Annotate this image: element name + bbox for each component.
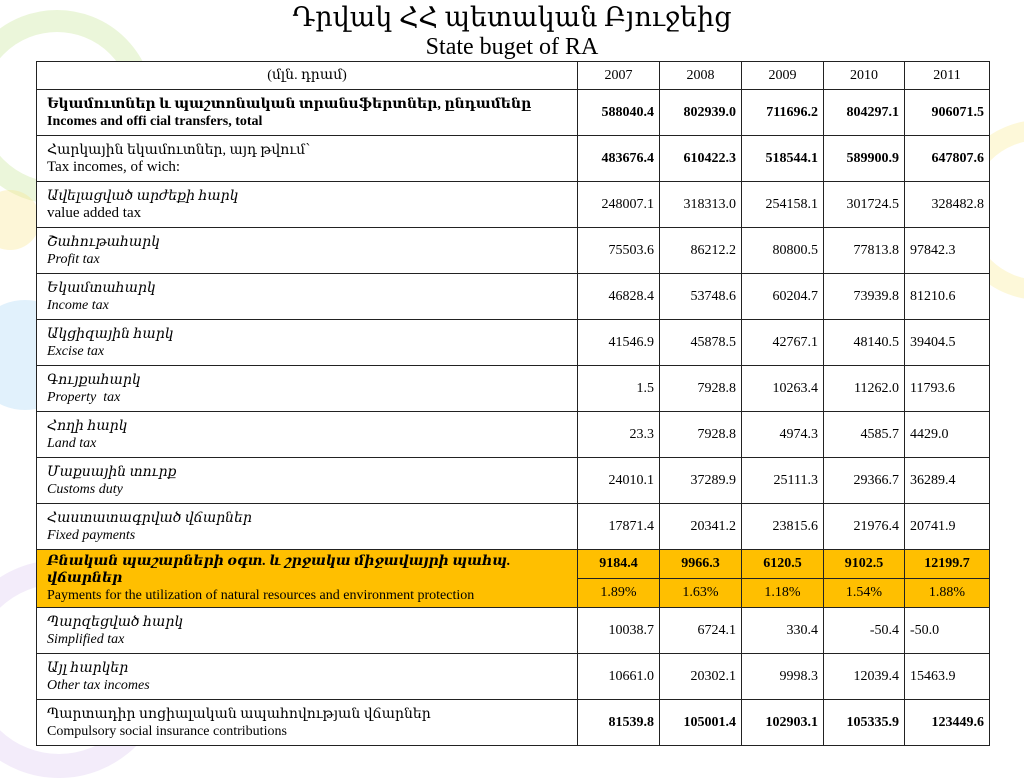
budget-table-container xyxy=(36,61,989,746)
value-cell: 17871.4 xyxy=(578,504,660,550)
value-cell: 711696.2 xyxy=(742,90,824,136)
value-cell: 36289.4 xyxy=(905,458,990,504)
value-cell: 77813.8 xyxy=(824,228,905,274)
table-row xyxy=(37,458,990,504)
value-cell: 1.5 xyxy=(578,366,660,412)
value-cell: 41546.9 xyxy=(578,320,660,366)
year-header: 2007 xyxy=(578,62,660,90)
table-row xyxy=(37,608,990,654)
label-armenian: Ակցիզային հարկ xyxy=(47,326,174,342)
table-row xyxy=(37,654,990,700)
value-cell: 81539.8 xyxy=(578,700,660,746)
value-cell: -50.0 xyxy=(905,608,990,654)
row-label xyxy=(37,274,578,320)
value-cell: 81210.6 xyxy=(905,274,990,320)
label-english: Fixed payments xyxy=(47,527,136,543)
value-cell: 46828.4 xyxy=(578,274,660,320)
row-label xyxy=(37,90,578,136)
value-cell: 906071.5 xyxy=(905,90,990,136)
row-label xyxy=(37,608,578,654)
value-cell: 20341.2 xyxy=(660,504,742,550)
value-cell: 6120.5 xyxy=(742,550,824,579)
slide-title-english: State buget of RA xyxy=(425,34,599,60)
value-cell: 11793.6 xyxy=(905,366,990,412)
row-label xyxy=(37,550,578,608)
value-cell: 589900.9 xyxy=(824,136,905,182)
value-cell: 86212.2 xyxy=(660,228,742,274)
value-cell: 48140.5 xyxy=(824,320,905,366)
label-armenian: Պարզեցված հարկ xyxy=(47,614,184,630)
table-row xyxy=(37,700,990,746)
slide-title-armenian: Դրվակ ՀՀ պետական Բյուջեից xyxy=(292,2,732,32)
label-armenian: Հաստատագրված վճարներ xyxy=(47,510,252,526)
value-cell: 45878.5 xyxy=(660,320,742,366)
value-cell: 23.3 xyxy=(578,412,660,458)
label-english: Income tax xyxy=(47,297,109,313)
value-cell: 39404.5 xyxy=(905,320,990,366)
value-cell: 53748.6 xyxy=(660,274,742,320)
row-label xyxy=(37,228,578,274)
value-cell: 75503.6 xyxy=(578,228,660,274)
row-label xyxy=(37,136,578,182)
label-english: Customs duty xyxy=(47,481,123,497)
value-cell: 9184.4 xyxy=(578,550,660,579)
row-label xyxy=(37,320,578,366)
value-cell: 518544.1 xyxy=(742,136,824,182)
year-header: 2009 xyxy=(742,62,824,90)
table-row-highlighted xyxy=(37,550,990,579)
label-armenian: Ավելացված արժեքի հարկ xyxy=(47,188,239,204)
row-label xyxy=(37,366,578,412)
value-cell: 4974.3 xyxy=(742,412,824,458)
table-row xyxy=(37,182,990,228)
table-row xyxy=(37,228,990,274)
value-cell: 9966.3 xyxy=(660,550,742,579)
value-cell: 42767.1 xyxy=(742,320,824,366)
value-cell: 80800.5 xyxy=(742,228,824,274)
table-row xyxy=(37,90,990,136)
label-english: Compulsory social insurance contributions xyxy=(47,723,287,739)
value-cell: 6724.1 xyxy=(660,608,742,654)
value-cell: 15463.9 xyxy=(905,654,990,700)
label-armenian: Մաքսային տուրք xyxy=(47,464,177,480)
value-cell: 25111.3 xyxy=(742,458,824,504)
row-label xyxy=(37,182,578,228)
value-cell: 7928.8 xyxy=(660,366,742,412)
value-cell: 330.4 xyxy=(742,608,824,654)
label-english: Property tax xyxy=(47,389,121,405)
label-english: Other tax incomes xyxy=(47,677,150,693)
value-cell: 610422.3 xyxy=(660,136,742,182)
value-cell: 11262.0 xyxy=(824,366,905,412)
label-armenian: Այլ հարկեր xyxy=(47,660,129,676)
value-cell: 97842.3 xyxy=(905,228,990,274)
year-header: 2010 xyxy=(824,62,905,90)
row-label xyxy=(37,504,578,550)
value-cell: 37289.9 xyxy=(660,458,742,504)
value-cell: -50.4 xyxy=(824,608,905,654)
value-cell: 102903.1 xyxy=(742,700,824,746)
table-row xyxy=(37,366,990,412)
value-cell: 588040.4 xyxy=(578,90,660,136)
table-row xyxy=(37,320,990,366)
label-english: value added tax xyxy=(47,204,142,221)
table-row xyxy=(37,412,990,458)
value-cell: 804297.1 xyxy=(824,90,905,136)
value-cell: 647807.6 xyxy=(905,136,990,182)
label-english: Payments for the utilization of natural resources and environment protection xyxy=(47,588,475,603)
row-label xyxy=(37,700,578,746)
value-cell: 105001.4 xyxy=(660,700,742,746)
label-armenian: Պարտադիր սոցիալական ապահովության վճարներ xyxy=(47,706,431,722)
percent-cell: 1.88% xyxy=(905,579,990,608)
value-cell: 21976.4 xyxy=(824,504,905,550)
value-cell: 24010.1 xyxy=(578,458,660,504)
value-cell: 73939.8 xyxy=(824,274,905,320)
value-cell: 9998.3 xyxy=(742,654,824,700)
value-cell: 12199.7 xyxy=(905,550,990,579)
percent-cell: 1.54% xyxy=(824,579,905,608)
table-row xyxy=(37,504,990,550)
value-cell: 802939.0 xyxy=(660,90,742,136)
value-cell: 248007.1 xyxy=(578,182,660,228)
value-cell: 20302.1 xyxy=(660,654,742,700)
value-cell: 10038.7 xyxy=(578,608,660,654)
year-header: 2008 xyxy=(660,62,742,90)
row-label xyxy=(37,458,578,504)
label-armenian: Հարկային եկամուտներ, այդ թվում՝ xyxy=(47,142,311,158)
budget-table xyxy=(36,61,990,746)
unit-header: (մլն. դրամ) xyxy=(37,62,578,90)
label-english: Tax incomes, of wich: xyxy=(47,158,181,175)
value-cell: 328482.8 xyxy=(905,182,990,228)
percent-cell: 1.89% xyxy=(578,579,660,608)
label-armenian: Եկամտահարկ xyxy=(47,280,156,296)
value-cell: 23815.6 xyxy=(742,504,824,550)
value-cell: 254158.1 xyxy=(742,182,824,228)
label-english: Incomes and offi cial transfers, total xyxy=(47,113,263,129)
label-armenian: Գույքահարկ xyxy=(47,372,141,388)
label-armenian: Բնական պաշարների օգտ. և շրջակա միջավայրի պահպ. վճարներ xyxy=(47,554,511,586)
header-row xyxy=(37,62,990,90)
value-cell: 9102.5 xyxy=(824,550,905,579)
value-cell: 318313.0 xyxy=(660,182,742,228)
table-row xyxy=(37,274,990,320)
value-cell: 105335.9 xyxy=(824,700,905,746)
row-label xyxy=(37,412,578,458)
value-cell: 4585.7 xyxy=(824,412,905,458)
label-english: Simplified tax xyxy=(47,631,125,647)
value-cell: 20741.9 xyxy=(905,504,990,550)
label-english: Land tax xyxy=(47,435,97,451)
value-cell: 7928.8 xyxy=(660,412,742,458)
label-english: Excise tax xyxy=(47,343,105,359)
value-cell: 301724.5 xyxy=(824,182,905,228)
value-cell: 12039.4 xyxy=(824,654,905,700)
label-armenian: Եկամուտներ և պաշտոնական տրանսֆերտներ, ընդամենը xyxy=(47,96,532,112)
value-cell: 483676.4 xyxy=(578,136,660,182)
label-armenian: Հողի հարկ xyxy=(47,418,128,434)
value-cell: 123449.6 xyxy=(905,700,990,746)
value-cell: 10263.4 xyxy=(742,366,824,412)
value-cell: 4429.0 xyxy=(905,412,990,458)
label-armenian: Շահութահարկ xyxy=(47,234,160,250)
label-english: Profit tax xyxy=(47,251,100,267)
row-label xyxy=(37,654,578,700)
value-cell: 10661.0 xyxy=(578,654,660,700)
percent-cell: 1.18% xyxy=(742,579,824,608)
year-header: 2011 xyxy=(905,62,990,90)
percent-cell: 1.63% xyxy=(660,579,742,608)
background-decoration xyxy=(0,190,40,250)
value-cell: 60204.7 xyxy=(742,274,824,320)
table-row xyxy=(37,136,990,182)
value-cell: 29366.7 xyxy=(824,458,905,504)
